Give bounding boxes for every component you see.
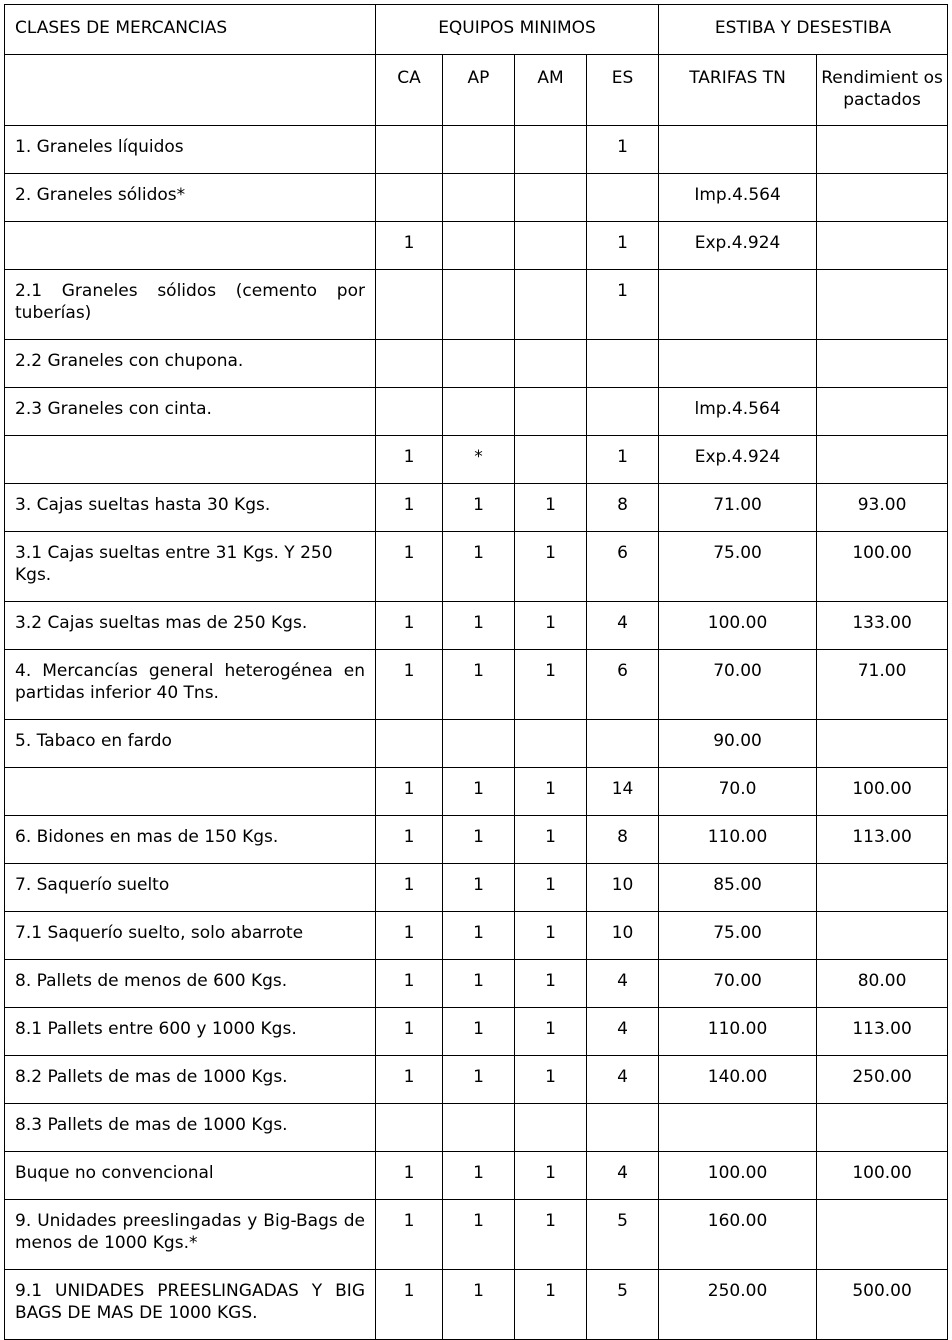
clase-cell: 2.3 Graneles con cinta. [5,388,376,436]
table-row [5,602,948,650]
clase-cell: 4. Mercancías general heterogénea en partidas inferior 40 Tns. [5,650,376,720]
header-row-1 [5,5,948,55]
header-ap: AP [443,55,515,126]
am-cell: 1 [515,650,587,720]
am-cell [515,222,587,270]
ap-cell: 1 [443,864,515,912]
clase-cell: 5. Tabaco en fardo [5,720,376,768]
ca-cell: 1 [376,436,443,484]
ca-cell: 1 [376,1270,443,1340]
am-cell [515,340,587,388]
header-es: ES [587,55,659,126]
ap-cell: 1 [443,532,515,602]
table-row [5,650,948,720]
ap-cell [443,1104,515,1152]
es-cell: 4 [587,1008,659,1056]
am-cell [515,174,587,222]
ca-cell: 1 [376,768,443,816]
ca-cell: 1 [376,864,443,912]
ca-cell: 1 [376,484,443,532]
am-cell: 1 [515,602,587,650]
ca-cell: 1 [376,960,443,1008]
am-cell: 1 [515,532,587,602]
ca-cell: 1 [376,222,443,270]
ap-cell: 1 [443,1152,515,1200]
ca-cell [376,720,443,768]
table-row [5,768,948,816]
es-cell: 14 [587,768,659,816]
ap-cell [443,174,515,222]
tarifa-cell: 70.0 [659,768,817,816]
es-cell: 4 [587,960,659,1008]
tarifa-cell: Imp.4.564 [659,174,817,222]
am-cell: 1 [515,1270,587,1340]
am-cell [515,126,587,174]
table-row [5,1152,948,1200]
ca-cell [376,1104,443,1152]
es-cell: 4 [587,1152,659,1200]
am-cell: 1 [515,960,587,1008]
rendimiento-cell [817,864,948,912]
table-row [5,484,948,532]
table-row [5,436,948,484]
am-cell: 1 [515,1200,587,1270]
tarifa-cell: 85.00 [659,864,817,912]
tarifa-cell: 250.00 [659,1270,817,1340]
tarifa-cell: lmp.4.564 [659,388,817,436]
ap-cell [443,340,515,388]
tarifa-cell: Exp.4.924 [659,436,817,484]
ap-cell: 1 [443,484,515,532]
rendimiento-cell [817,340,948,388]
rendimiento-cell: 100.00 [817,532,948,602]
rendimiento-cell: 500.00 [817,1270,948,1340]
rendimiento-cell [817,1104,948,1152]
es-cell: 6 [587,532,659,602]
ap-cell: 1 [443,1200,515,1270]
tarifa-cell: 110.00 [659,816,817,864]
tariff-table [4,4,948,1340]
tarifa-cell [659,1104,817,1152]
clase-cell: 2. Graneles sólidos* [5,174,376,222]
ap-cell: 1 [443,1008,515,1056]
table-row [5,270,948,340]
tarifa-cell: 71.00 [659,484,817,532]
table-row [5,816,948,864]
clase-cell: 9.1 UNIDADES PREESLINGADAS Y BIG BAGS DE MAS DE 1000 KGS. [5,1270,376,1340]
header-estiba: ESTIBA Y DESESTIBA [659,5,948,55]
header-row-2 [5,55,948,126]
am-cell: 1 [515,484,587,532]
am-cell: 1 [515,864,587,912]
tarifa-cell: 75.00 [659,912,817,960]
tarifa-cell: 140.00 [659,1056,817,1104]
ap-cell: 1 [443,768,515,816]
rendimiento-cell [817,270,948,340]
header-tarifas: TARIFAS TN [659,55,817,126]
clase-cell: 2.1 Graneles sólidos (cemento por tuberías) [5,270,376,340]
header-ca: CA [376,55,443,126]
clase-cell [5,768,376,816]
es-cell: 4 [587,1056,659,1104]
clase-cell: 1. Graneles líquidos [5,126,376,174]
clase-cell [5,436,376,484]
table-row [5,912,948,960]
ap-cell [443,126,515,174]
table-row [5,174,948,222]
rendimiento-cell [817,388,948,436]
header-empty-cell [5,55,376,126]
tarifa-cell: Exp.4.924 [659,222,817,270]
tarifa-cell [659,270,817,340]
ap-cell: 1 [443,816,515,864]
table-row [5,340,948,388]
es-cell: 8 [587,484,659,532]
es-cell: 5 [587,1200,659,1270]
tarifa-cell [659,340,817,388]
rendimiento-cell [817,222,948,270]
ap-cell: 1 [443,1270,515,1340]
rendimiento-cell: 113.00 [817,1008,948,1056]
tarifa-cell: 75.00 [659,532,817,602]
table-row [5,1270,948,1340]
ap-cell: 1 [443,602,515,650]
ca-cell [376,340,443,388]
clase-cell: 3.1 Cajas sueltas entre 31 Kgs. Y 250 Kgs. [5,532,376,602]
ap-cell: 1 [443,960,515,1008]
header-equipos: EQUIPOS MINIMOS [376,5,659,55]
am-cell: 1 [515,768,587,816]
am-cell: 1 [515,1056,587,1104]
am-cell [515,270,587,340]
am-cell: 1 [515,912,587,960]
table-row [5,222,948,270]
ca-cell: 1 [376,1152,443,1200]
am-cell [515,1104,587,1152]
ca-cell: 1 [376,816,443,864]
es-cell [587,340,659,388]
header-clases: CLASES DE MERCANCIAS [5,5,376,55]
tarifa-cell: 90.00 [659,720,817,768]
am-cell: 1 [515,1152,587,1200]
table-row [5,1008,948,1056]
es-cell: 1 [587,126,659,174]
ap-cell [443,388,515,436]
tarifa-cell: 160.00 [659,1200,817,1270]
ap-cell: 1 [443,1056,515,1104]
es-cell: 8 [587,816,659,864]
es-cell: 4 [587,602,659,650]
es-cell [587,174,659,222]
ap-cell: 1 [443,650,515,720]
table-row [5,1104,948,1152]
rendimiento-cell: 71.00 [817,650,948,720]
ca-cell [376,270,443,340]
rendimiento-cell: 100.00 [817,1152,948,1200]
clase-cell: 3. Cajas sueltas hasta 30 Kgs. [5,484,376,532]
es-cell [587,1104,659,1152]
ca-cell [376,174,443,222]
table-row [5,126,948,174]
rendimiento-cell: 113.00 [817,816,948,864]
es-cell: 10 [587,864,659,912]
es-cell: 6 [587,650,659,720]
clase-cell: 8.1 Pallets entre 600 y 1000 Kgs. [5,1008,376,1056]
rendimiento-cell [817,126,948,174]
clase-cell: 7.1 Saquerío suelto, solo abarrote [5,912,376,960]
es-cell: 1 [587,436,659,484]
header-am: AM [515,55,587,126]
tarifa-cell: 70.00 [659,960,817,1008]
tarifa-cell: 100.00 [659,1152,817,1200]
ca-cell: 1 [376,650,443,720]
table-row [5,532,948,602]
am-cell: 1 [515,816,587,864]
clase-cell: 3.2 Cajas sueltas mas de 250 Kgs. [5,602,376,650]
ca-cell: 1 [376,1008,443,1056]
table-row [5,960,948,1008]
ap-cell: 1 [443,912,515,960]
es-cell [587,720,659,768]
ap-cell [443,720,515,768]
table-row [5,720,948,768]
rendimiento-cell: 250.00 [817,1056,948,1104]
ca-cell [376,126,443,174]
am-cell [515,388,587,436]
ca-cell: 1 [376,1200,443,1270]
ap-cell [443,222,515,270]
rendimiento-cell [817,912,948,960]
es-cell: 10 [587,912,659,960]
es-cell: 1 [587,270,659,340]
clase-cell: 9. Unidades preeslingadas y Big-Bags de menos de 1000 Kgs.* [5,1200,376,1270]
table-row [5,1056,948,1104]
rendimiento-cell [817,174,948,222]
table-row [5,388,948,436]
rendimiento-cell [817,436,948,484]
am-cell: 1 [515,1008,587,1056]
clase-cell: 2.2 Graneles con chupona. [5,340,376,388]
rendimiento-cell [817,720,948,768]
es-cell: 1 [587,222,659,270]
ca-cell: 1 [376,1056,443,1104]
rendimiento-cell: 80.00 [817,960,948,1008]
rendimiento-cell: 93.00 [817,484,948,532]
header-rendimientos: Rendimient os pactados [817,55,948,126]
ca-cell: 1 [376,912,443,960]
clase-cell: Buque no convencional [5,1152,376,1200]
clase-cell: 8. Pallets de menos de 600 Kgs. [5,960,376,1008]
clase-cell: 7. Saquerío suelto [5,864,376,912]
clase-cell [5,222,376,270]
rendimiento-cell [817,1200,948,1270]
am-cell [515,720,587,768]
es-cell [587,388,659,436]
clase-cell: 6. Bidones en mas de 150 Kgs. [5,816,376,864]
ap-cell [443,270,515,340]
tarifa-cell: 110.00 [659,1008,817,1056]
rendimiento-cell: 133.00 [817,602,948,650]
clase-cell: 8.3 Pallets de mas de 1000 Kgs. [5,1104,376,1152]
table-row [5,864,948,912]
ca-cell [376,388,443,436]
tarifa-cell [659,126,817,174]
es-cell: 5 [587,1270,659,1340]
am-cell [515,436,587,484]
clase-cell: 8.2 Pallets de mas de 1000 Kgs. [5,1056,376,1104]
ap-cell: * [443,436,515,484]
rendimiento-cell: 100.00 [817,768,948,816]
tarifa-cell: 70.00 [659,650,817,720]
ca-cell: 1 [376,532,443,602]
table-row [5,1200,948,1270]
ca-cell: 1 [376,602,443,650]
tarifa-cell: 100.00 [659,602,817,650]
